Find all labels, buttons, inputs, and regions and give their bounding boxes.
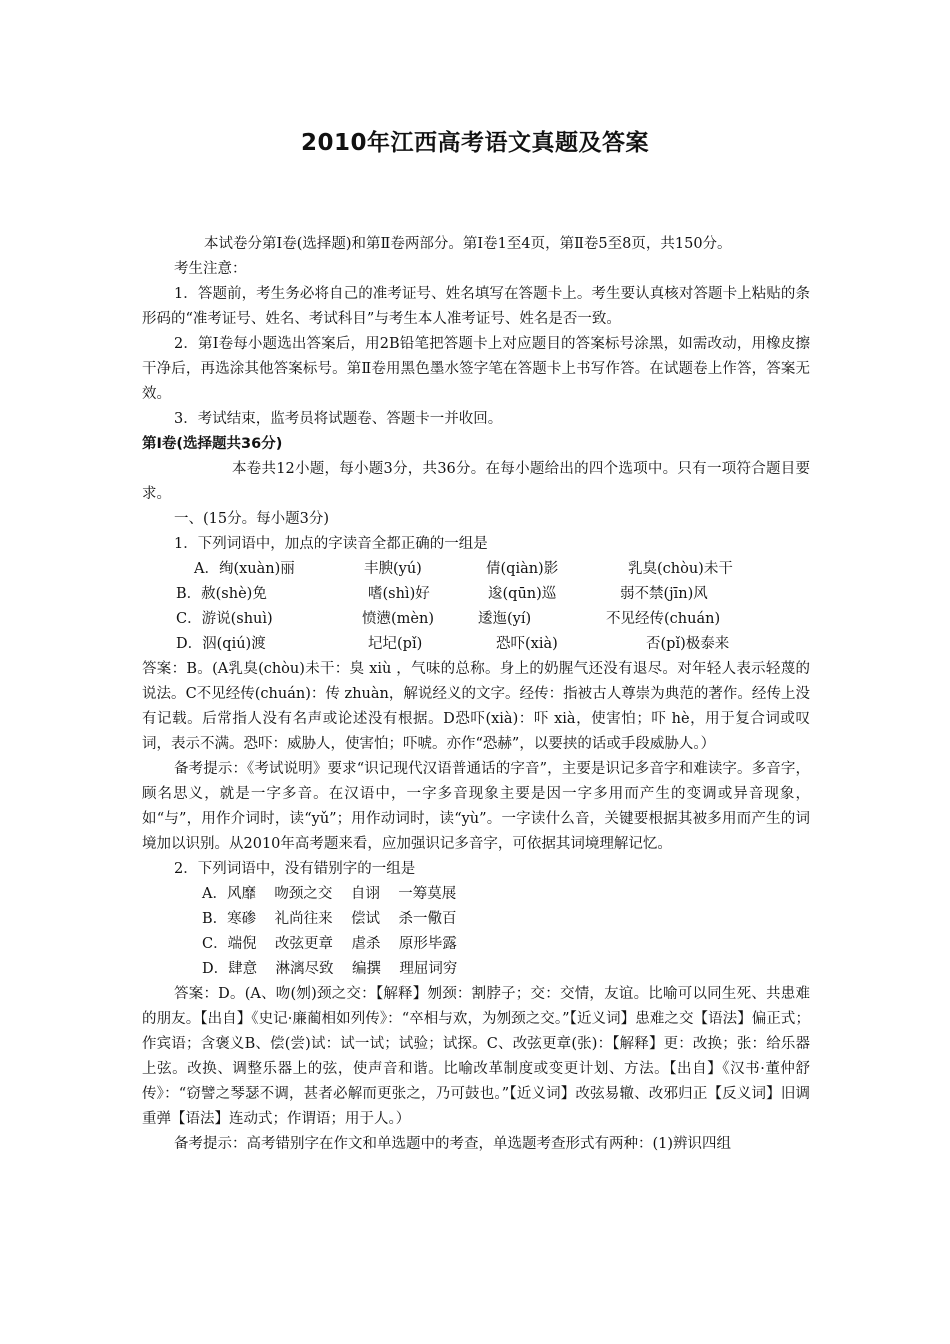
- option-word: A．绚(xuàn)丽: [194, 561, 295, 577]
- document-title: 2010年江西高考语文真题及答案: [300, 130, 649, 156]
- question-1-tip: 备考提示：《考试说明》要求“识记现代汉语普通话的字音”，主要是识记多音字和难读字。多音字，顾名思义，就是一字多音。在汉语中，一字多音现象主要是因一字多用而产生的变调或异音现象，如“与”，用作介词时，读“yǔ”；用作动词时，读“yù”。一字读什么音，关键要根据其被多用而产生的词境加以识别。从2010年高考题来看，应加强识记多音字，可依据其词境理解记忆。: [142, 761, 810, 852]
- question-1-answer: 答案：B。(A乳臭(chòu)未干：臭 xiù ，气味的总称。身上的奶腥气还没有退尽。对年轻人表示轻蔑的说法。C不见经传(chuán)：传 zhuàn，解说经义的文字。经传：指被古人尊崇为典范的著作。经传上没有记载。后常指人没有名声或论述没有根据。D恐吓(xià)：吓 xià，使害怕；吓 hè，用于复合词或叹词，表示不满。恐吓：威胁人，使害怕；吓唬。亦作“恐赫”，以要挟的话或手段威胁人。）: [142, 661, 810, 752]
- option-word: 不见经传(chuán): [606, 611, 721, 627]
- option-word: 乳臭(chòu)未干: [628, 561, 733, 577]
- question-1-option-a: [142, 557, 810, 582]
- intro-paragraph: 本试卷分第Ⅰ卷(选择题)和第Ⅱ卷两部分。第Ⅰ卷1至4页，第Ⅱ卷5至8页，共150分。: [204, 236, 732, 252]
- notice-item: 1．答题前，考生务必将自己的准考证号、姓名填写在答题卡上。考生要认真核对答题卡上粘贴的条形码的“准考证号、姓名、考试科目”与考生本人准考证号、姓名是否一致。: [142, 286, 810, 327]
- option-word: 丰腴(yú): [364, 561, 422, 577]
- notice-heading: 考生注意：: [174, 261, 247, 277]
- question-2-answer: 答案：D。(A、吻(刎)颈之交：【解释】刎颈：割脖子；交：交情，友谊。比喻可以同生死、共患难的朋友。【出自】《史记·廉蔺相如列传》：“卒相与欢，为刎颈之交。”【近义词】患难之交【语法】偏正式；作宾语；含褒义B、偿(尝)试：试一试；试验；试探。C、改弦更章(张)：【解释】更：改换；张：给乐器上弦。改换、调整乐器上的弦，使声音和谐。比喻改革制度或变更计划、方法。【出自】《汉书·董仲舒传》：“窃譬之琴瑟不调，甚者必解而更张之，乃可鼓也。”【近义词】改弦易辙、改邪归正【反义词】旧调重弹【语法】连动式；作谓语；用于人。）: [142, 986, 810, 1127]
- option-word: 恐吓(xià): [496, 636, 558, 652]
- question-2-option: C．端倪 改弦更章 虐杀 原形毕露: [202, 936, 457, 952]
- option-word: 圮圮(pǐ): [368, 636, 423, 652]
- question-1-option-d: [142, 632, 810, 657]
- option-word: D．泅(qiú)渡: [176, 636, 266, 652]
- section-heading: 第Ⅰ卷(选择题共36分): [142, 436, 283, 452]
- question-2-option: A．风靡 吻颈之交 自诩 一筹莫展: [202, 886, 457, 902]
- document-body: [142, 232, 810, 1157]
- question-2-option: D．肆意 淋漓尽致 编撰 理屈词穷: [202, 961, 458, 977]
- question-1-option-c: [142, 607, 810, 632]
- notice-item: 3．考试结束，监考员将试题卷、答题卡一并收回。: [174, 411, 503, 427]
- option-word: 嗜(shì)好: [368, 586, 430, 602]
- option-word: C．游说(shuì): [176, 611, 273, 627]
- option-word: 逶迤(yí): [478, 611, 532, 627]
- option-word: 愤懑(mèn): [362, 611, 434, 627]
- part-heading: 一、(15分。每小题3分): [174, 511, 329, 527]
- section-description: 本卷共12小题，每小题3分，共36分。在每小题给出的四个选项中。只有一项符合题目要求。: [142, 461, 810, 502]
- question-2-stem: 2．下列词语中，没有错别字的一组是: [174, 861, 416, 877]
- question-2-option: B．寒碜 礼尚往来 偿试 杀一儆百: [202, 911, 457, 927]
- question-2-tip: 备考提示：高考错别字在作文和单选题中的考查，单选题考查形式有两种：(1)辨识四组: [174, 1136, 732, 1152]
- option-word: B．赦(shè)免: [176, 586, 267, 602]
- option-word: 倩(qiàn)影: [486, 561, 559, 577]
- question-1-stem: 1．下列词语中，加点的字读音全都正确的一组是: [174, 536, 488, 552]
- notice-item: 2．第Ⅰ卷每小题选出答案后，用2B铅笔把答题卡上对应题目的答案标号涂黑，如需改动，用橡皮擦干净后，再选涂其他答案标号。第Ⅱ卷用黑色墨水签字笔在答题卡上书写作答。在试题卷上作答，答案无效。: [142, 336, 810, 402]
- question-1-option-b: [142, 582, 810, 607]
- option-word: 弱不禁(jīn)风: [620, 586, 708, 602]
- option-word: 否(pǐ)极泰来: [646, 636, 730, 652]
- option-word: 逡(qūn)巡: [488, 586, 557, 602]
